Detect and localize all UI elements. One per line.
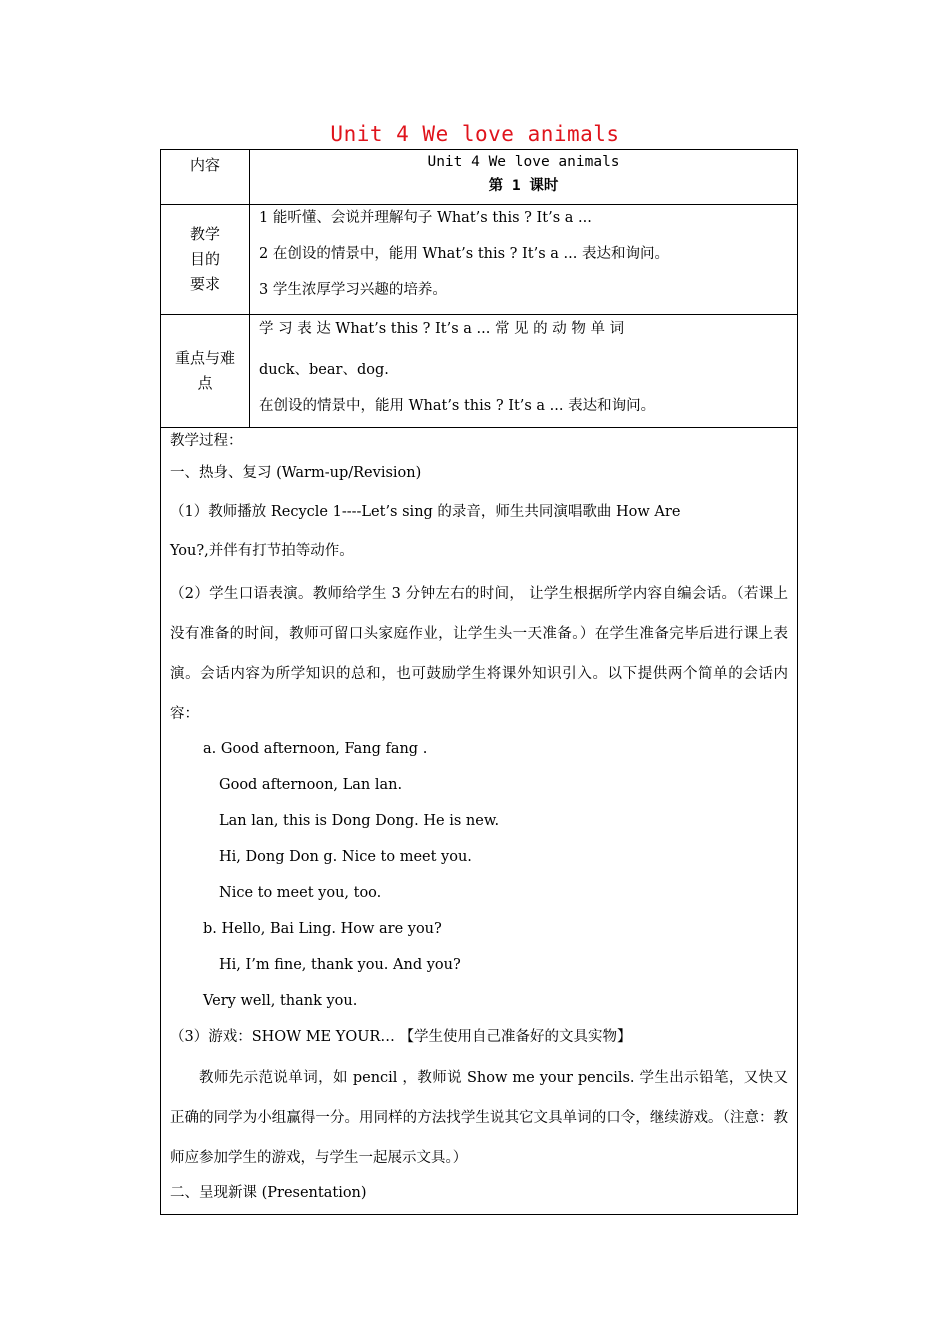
objective-item: 3 学生浓厚学习兴趣的培养。 (259, 282, 447, 298)
dialog-line: Nice to meet you, too. (219, 885, 382, 901)
table-row-objectives (161, 205, 798, 315)
process-heading: 教学过程： (170, 433, 243, 449)
dialog-line: Lan lan, this is Dong Dong. He is new. (219, 813, 500, 829)
process-content (161, 428, 798, 1215)
dialog-line: b. Hello, Bai Ling. How are you? (203, 921, 442, 937)
step-text: You?,并伴有打节拍等动作。 (170, 543, 354, 559)
table-row-header (161, 150, 798, 205)
objective-item: 1 能听懂、会说并理解句子 What’s this ? It’s a ... (259, 210, 592, 226)
key-points-content (250, 315, 798, 428)
table-row-process (161, 428, 798, 1215)
dialog-line: Hi, Dong Don g. Nice to meet you. (219, 849, 472, 865)
dialog-line: Good afternoon, Lan lan. (219, 777, 403, 793)
key-point-line: 在创设的情景中，能用 What’s this ? It’s a ... 表达和询问。 (259, 398, 656, 414)
dialog-line: a. Good afternoon, Fang fang . (203, 741, 428, 757)
lesson-plan-table (160, 149, 798, 1215)
key-point-words: duck、bear、dog. (259, 362, 389, 378)
lesson-number: 第 1 课时 (488, 178, 559, 194)
section-heading: 二、呈现新课 (Presentation) (170, 1185, 367, 1201)
objectives-label: 教学 目的 要求 (161, 205, 250, 315)
objective-item: 2 在创设的情景中，能用 What’s this ? It’s a ... 表达和询问。 (259, 246, 669, 262)
section-heading: 一、热身、复习 (Warm-up/Revision) (170, 465, 422, 481)
step-text: （3）游戏：SHOW ME YOUR… 【学生使用自己准备好的文具实物】 (170, 1029, 632, 1045)
dialog-line: Hi, I’m fine, thank you. And you? (219, 957, 461, 973)
header-label: 内容 (161, 150, 250, 205)
header-content (250, 150, 798, 205)
document-title: Unit 4 We love animals (330, 122, 620, 146)
step-paragraph: （2）学生口语表演。教师给学生 3 分钟左右的时间， 让学生根据所学内容自编会话。（若课上没有准备的时间，教师可留口头家庭作业，让学生头一天准备。）在学生准备完毕后进行课上表演。会话内容为所学知识的总和，也可鼓励学生将课外知识引入。以下提供两个简单的会话内容： (170, 586, 788, 722)
unit-title: Unit 4 We love animals (427, 154, 620, 170)
step-paragraph: 教师先示范说单词，如 pencil ，教师说 Show me your pencils. 学生出示铅笔，又快又正确的同学为小组赢得一分。用同样的方法找学生说其它文具单词的口令，继续游戏。（注意：教师应参加学生的游戏，与学生一起展示文具。） (170, 1070, 788, 1166)
dialog-line: Very well, thank you. (203, 993, 358, 1009)
table-row-key-points (161, 315, 798, 428)
step-text: （1）教师播放 Recycle 1----Let’s sing 的录音，师生共同演唱歌曲 How Are (170, 504, 681, 520)
objectives-content (250, 205, 798, 315)
key-points-label: 重点与难 点 (161, 315, 250, 428)
key-point-line: 学 习 表 达 What’s this ? It’s a ... 常 见 的 动 物 单 词 (259, 321, 625, 337)
